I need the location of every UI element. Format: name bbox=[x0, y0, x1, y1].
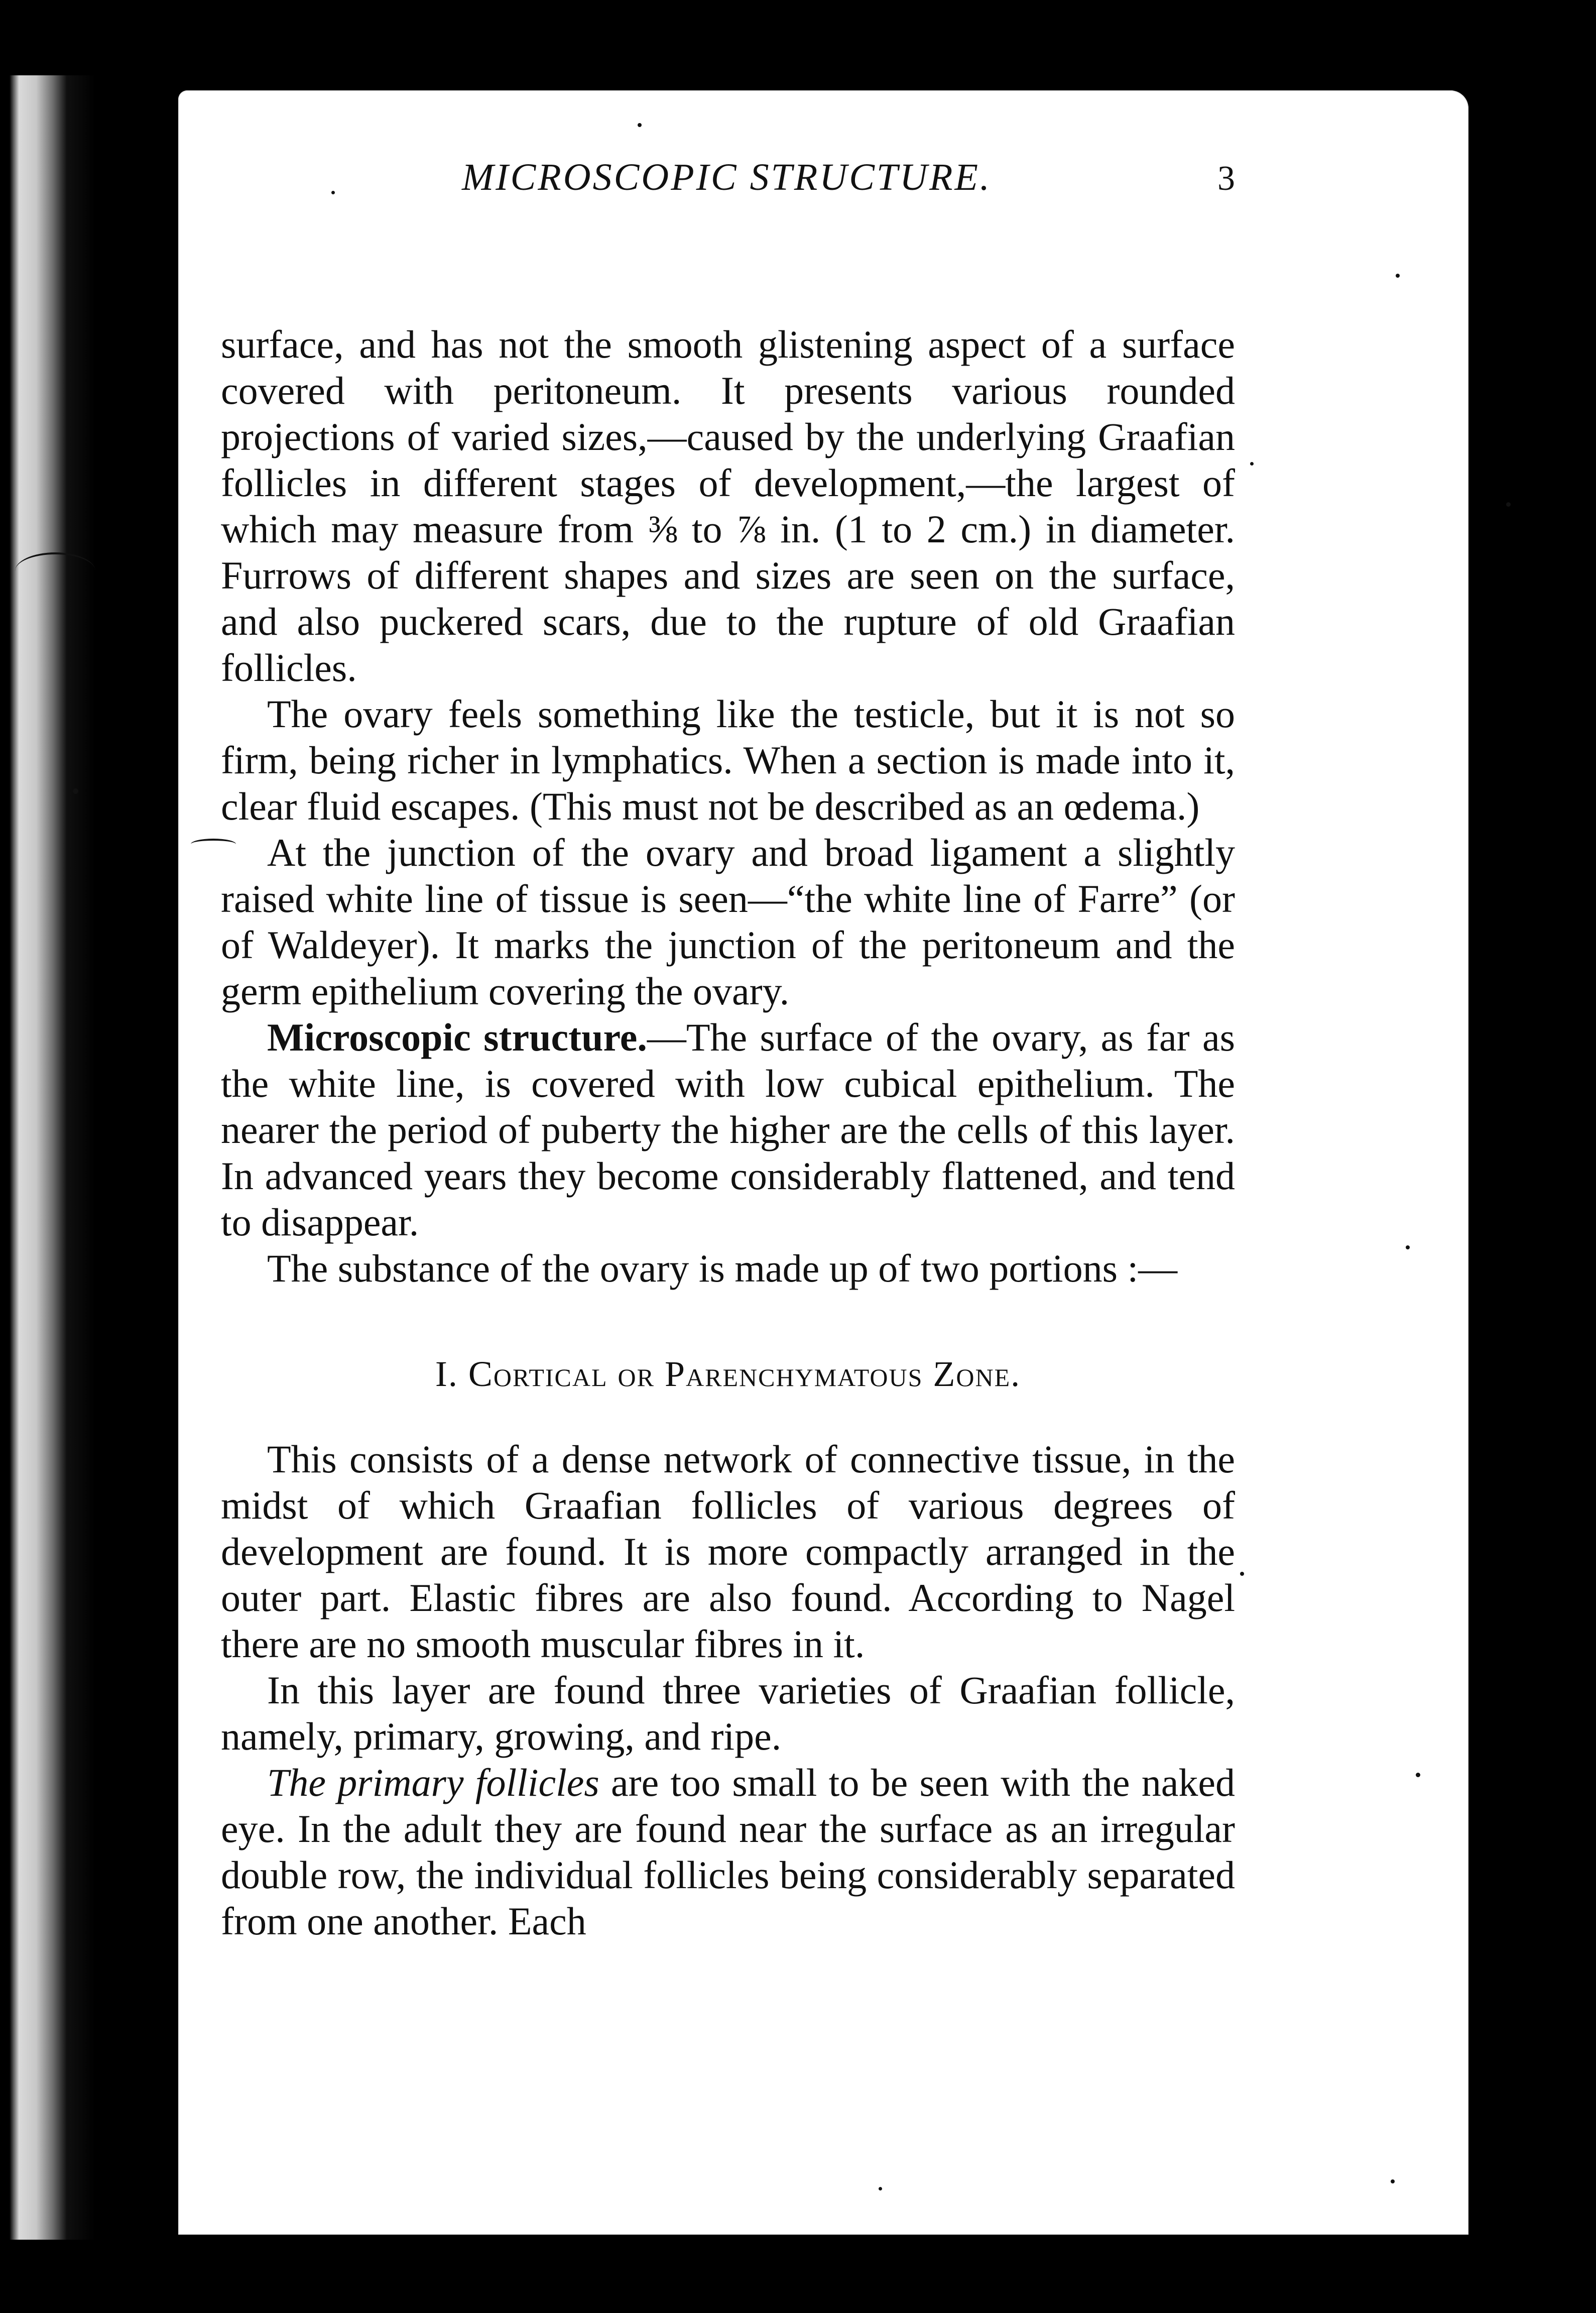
running-head: MICROSCOPIC STRUCTURE. bbox=[462, 156, 992, 198]
paragraph-4-text: —The surface of the ovary, as far as the white line, is covered with low cubical epithelium. The nearer the period of puberty the higher are the cells of this layer. In advanced years they become considerably flattened, and tend to disappear. bbox=[221, 1015, 1235, 1244]
bold-term-microscopic-structure: Microscopic structure. bbox=[267, 1015, 647, 1059]
scan-speck bbox=[1406, 1245, 1410, 1249]
paragraph-microscopic-structure bbox=[221, 1014, 1235, 1245]
scan-speck bbox=[1240, 1572, 1244, 1576]
body-text bbox=[221, 321, 1235, 1944]
scan-speck bbox=[1506, 502, 1511, 507]
paragraph-8-text: are too small to be seen with the naked eye. In the adult they are found near the surface as an irregular double row, the individual follicles being considerably separated from one another. Each bbox=[221, 1761, 1235, 1943]
scan-speck bbox=[1416, 1773, 1420, 1777]
scan-speck bbox=[1250, 462, 1254, 466]
paragraph-1: surface, and has not the smooth glistening aspect of a surface covered with peritoneum. It presents various rounded projections of varied sizes,—caused by the underlying Graafian follicles in different stages of development,—the largest of which may measure from ⅜ to ⅞ in. (1 to 2 cm.) in diameter. Furrows of different shapes and sizes are seen on the surface, and also puckered scars, due to the rupture of old Graafian follicles. bbox=[221, 322, 1235, 689]
section-spacing bbox=[221, 1292, 1235, 1302]
margin-pen-mark bbox=[15, 552, 95, 590]
paragraph-3: At the junction of the ovary and broad ligament a slightly raised white line of tissue is seen—“the white line of Farre” (or of Waldeyer). It marks the junction of the peritoneum and the germ epithelium covering the ovary. bbox=[221, 831, 1235, 1013]
scan-speck bbox=[1396, 274, 1400, 278]
scan-speck bbox=[73, 788, 78, 794]
page-number: 3 bbox=[1217, 159, 1235, 198]
paragraph-6: This consists of a dense network of connective tissue, in the midst of which Graafian follicles of various degrees of development are found. It is more compactly arranged in the outer part. Elastic fibres are also found. According to Nagel there are no smooth muscular fibres in it. bbox=[221, 1437, 1235, 1666]
paragraph-2: The ovary feels something like the testicle, but it is not so firm, being richer in lymphatics. When a section is made into it, clear fluid escapes. (This must not be described as an œdema.) bbox=[221, 692, 1235, 828]
paragraph-7: In this layer are found three varieties of Graafian follicle, namely, primary, growing, and ripe. bbox=[221, 1668, 1235, 1758]
scan-speck bbox=[1391, 2179, 1395, 2183]
scan-speck bbox=[331, 191, 335, 194]
section-heading: I. Cortical or Parenchymatous Zone. bbox=[435, 1354, 1021, 1394]
scan-speck bbox=[638, 123, 642, 127]
scan-speck bbox=[879, 2187, 882, 2190]
scan-left-edge bbox=[0, 75, 95, 2240]
paragraph-primary-follicles bbox=[221, 1760, 1235, 1944]
page-header bbox=[281, 151, 1235, 221]
paragraph-5: The substance of the ovary is made up of two portions :— bbox=[267, 1246, 1178, 1290]
pen-underline-mark bbox=[191, 839, 236, 850]
italic-term-primary-follicles: The primary follicles bbox=[267, 1761, 599, 1804]
